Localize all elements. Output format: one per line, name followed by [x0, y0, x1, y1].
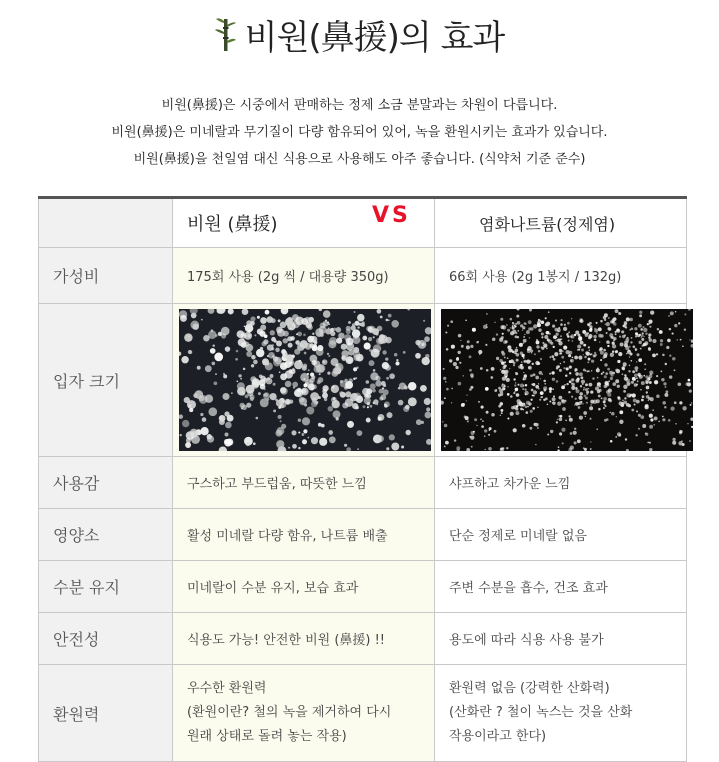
intro-line: 비원(鼻援)은 미네랄과 무기질이 다량 함유되어 있어, 녹을 환원시키는 효과가 있습니다.: [111, 125, 608, 140]
intro-line: 비원(鼻援)은 시중에서 판매하는 정제 소금 분말과는 차원이 다릅니다.: [161, 98, 558, 113]
intro-text: [0, 92, 719, 173]
cell-salt-image: [435, 304, 687, 457]
row-label: 안전성: [39, 613, 173, 665]
cell-line: 작용이라고 한다): [449, 729, 547, 744]
cell-biwon: 구스하고 부드럽움, 따뜻한 느낌: [173, 457, 435, 509]
row-label: 사용감: [39, 457, 173, 509]
row-label: 환원력: [39, 665, 173, 762]
cell-biwon: 식용도 가능! 안전한 비원 (鼻援) !!: [173, 613, 435, 665]
table-row: [39, 665, 687, 762]
cell-biwon-image: [173, 304, 435, 457]
row-label: 입자 크기: [39, 304, 173, 457]
cell-salt: 주변 수분을 흡수, 건조 효과: [435, 561, 687, 613]
vs-label: VS: [372, 203, 411, 228]
intro-line: 비원(鼻援)을 천일염 대신 식용으로 사용해도 아주 좋습니다. (식약처 기준 준수): [133, 152, 586, 167]
row-label: 가성비: [39, 248, 173, 304]
table-row: [39, 561, 687, 613]
cell-salt: 단순 정제로 미네랄 없음: [435, 509, 687, 561]
cell-line: 환원력 없음 (강력한 산화력): [449, 681, 610, 696]
cell-line: (환원이란? 철의 녹을 제거하여 다시: [187, 705, 392, 720]
cell-biwon: [173, 665, 435, 762]
cell-salt: 66회 사용 (2g 1봉지 / 132g): [435, 248, 687, 304]
title-text: 비원(鼻援)의 효과: [244, 18, 505, 58]
table-row: [39, 248, 687, 304]
cell-salt: 용도에 따라 식용 사용 불가: [435, 613, 687, 665]
coarse-salt-photo: [179, 309, 431, 451]
header-biwon: 비원 (鼻援): [173, 198, 435, 248]
bamboo-icon: [215, 17, 237, 62]
cell-line: 우수한 환원력: [187, 681, 267, 696]
cell-salt: [435, 665, 687, 762]
cell-salt: 샤프하고 차가운 느낌: [435, 457, 687, 509]
cell-biwon: 활성 미네랄 다량 함유, 나트륨 배출: [173, 509, 435, 561]
header-sodium-chloride: 염화나트륨(정제염): [435, 198, 687, 248]
header-blank-cell: [39, 198, 173, 248]
comparison-table: [38, 196, 687, 762]
fine-salt-photo: [441, 309, 693, 451]
table-row: [39, 304, 687, 457]
table-header-row: [39, 198, 687, 248]
cell-line: 원래 상태로 돌려 놓는 작용): [187, 729, 347, 744]
cell-biwon: 175회 사용 (2g 씩 / 대용량 350g): [173, 248, 435, 304]
cell-biwon: 미네랄이 수분 유지, 보습 효과: [173, 561, 435, 613]
table-row: [39, 613, 687, 665]
row-label: 수분 유지: [39, 561, 173, 613]
cell-line: (산화란 ? 철이 녹스는 것을 산화: [449, 705, 633, 720]
table-row: [39, 509, 687, 561]
page-title: [0, 10, 719, 62]
row-label: 영양소: [39, 509, 173, 561]
table-row: [39, 457, 687, 509]
